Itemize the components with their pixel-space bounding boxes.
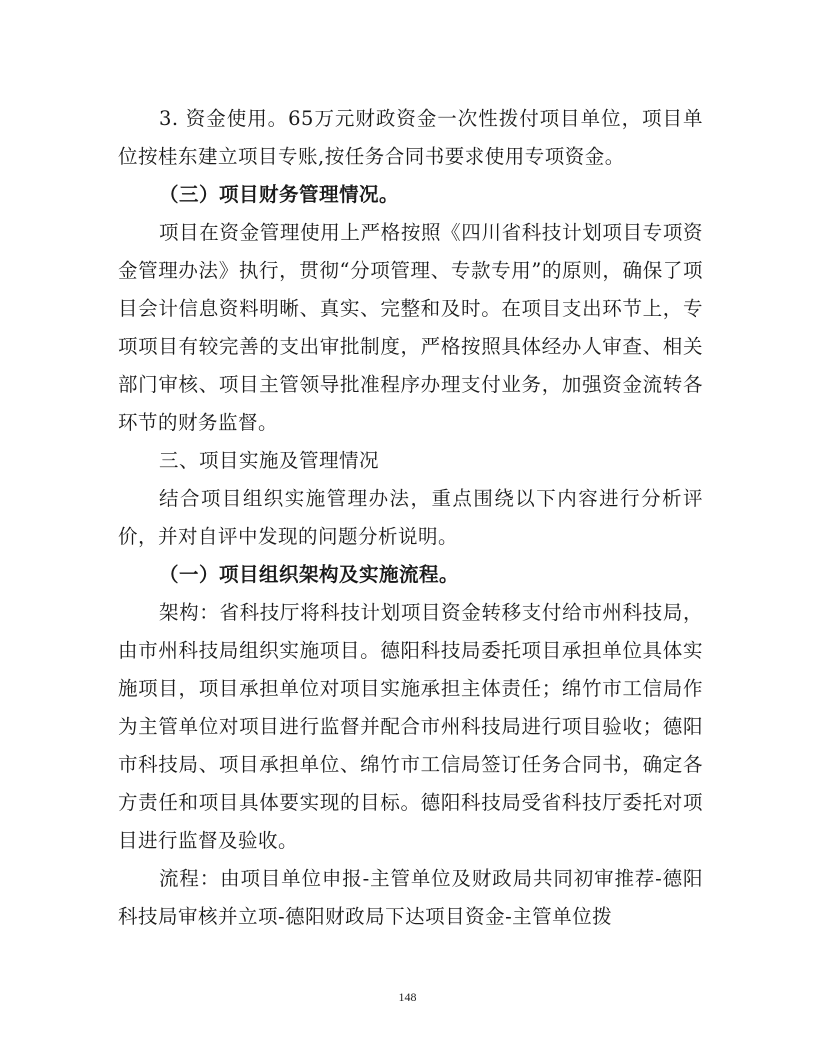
page-number: 148 (398, 990, 417, 1004)
heading-financial-management: （三）项目财务管理情况。 (159, 183, 400, 206)
section-heading-implementation: 三、项目实施及管理情况 (159, 449, 380, 472)
paragraph-fund-usage: 3. 资金使用。65万元财政资金一次性拨付项目单位，项目单位按桂东建立项目专账,按任务合同书要求使用专项资金。 (118, 107, 703, 168)
paragraph-evaluation-scope: 结合项目组织实施管理办法，重点围绕以下内容进行分析评价，并对自评中发现的问题分析说明。 (118, 487, 703, 548)
heading-organization-structure: （一）项目组织架构及实施流程。 (159, 563, 460, 586)
document-body (118, 100, 703, 936)
paragraph-process: 流程：由项目单位申报-主管单位及财政局共同初审推荐-德阳科技局审核并立项-德阳财政局下达项目资金-主管单位拨 (118, 867, 703, 928)
paragraph-structure: 架构：省科技厅将科技计划项目资金转移支付给市州科技局，由市州科技局组织实施项目。德阳科技局委托项目承担单位具体实施项目，项目承担单位对项目实施承担主体责任；绵竹市工信局作为主管单位对项目进行监督并配合市州科技局进行项目验收；德阳市科技局、项目承担单位、绵竹市工信局签订任务合同书，确定各方责任和项目具体要实现的目标。德阳科技局受省科技厅委托对项目进行监督及验收。 (118, 601, 703, 852)
paragraph-financial-management: 项目在资金管理使用上严格按照《四川省科技计划项目专项资金管理办法》执行，贯彻“分项管理、专款专用”的原则，确保了项目会计信息资料明晰、真实、完整和及时。在项目支出环节上，专项项目有较完善的支出审批制度，严格按照具体经办人审查、相关部门审核、项目主管领导批准程序办理支付业务，加强资金流转各环节的财务监督。 (118, 221, 703, 434)
